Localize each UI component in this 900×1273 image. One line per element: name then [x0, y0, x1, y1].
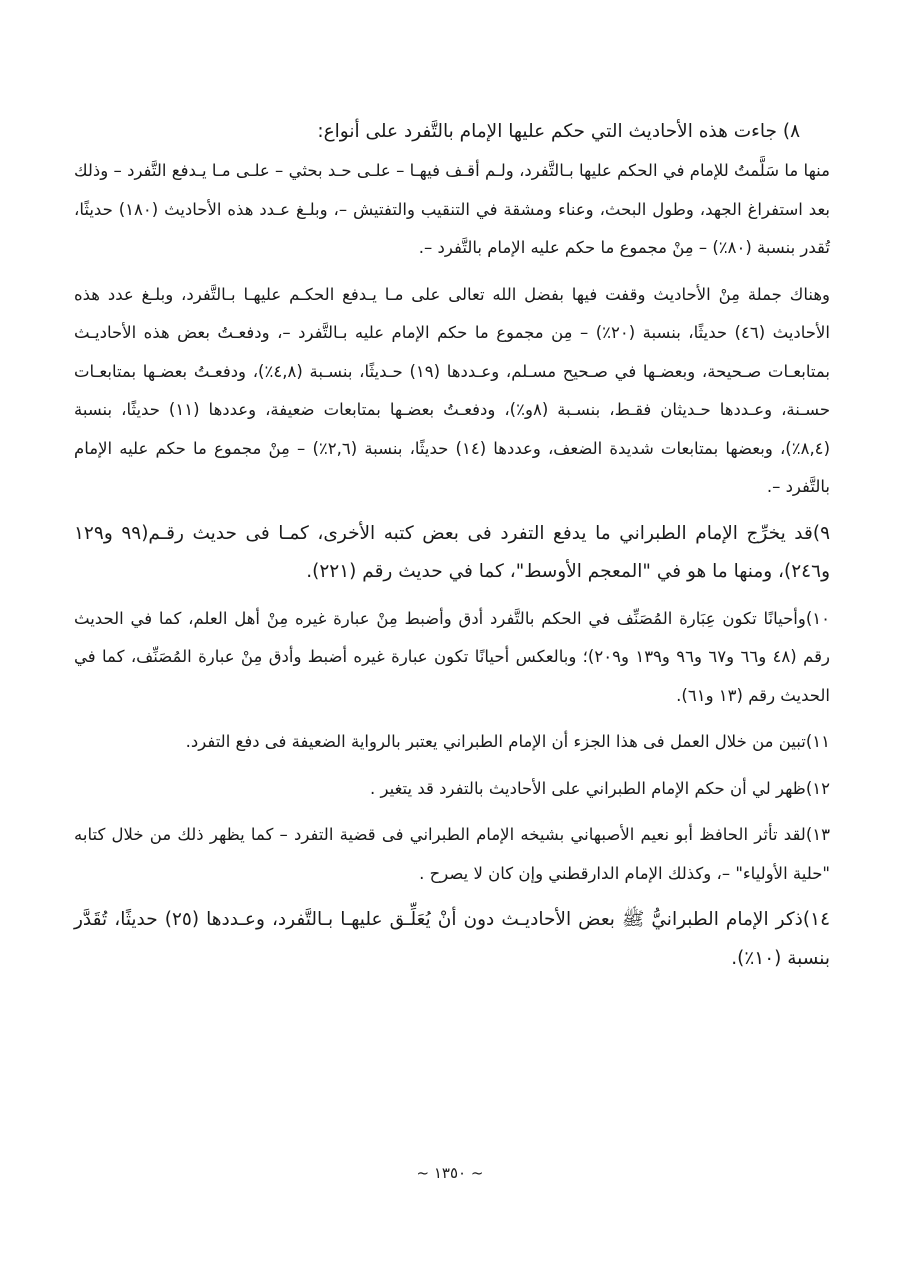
page-body	[74, 112, 830, 986]
section-heading: ٨) جاءت هذه الأحاديث التي حكم عليها الإمام بالتَّفرد على أنواع:	[317, 121, 800, 142]
paragraph-point-11: ١١)تبين من خلال العمل فى هذا الجزء أن الإمام الطبراني يعتبر بالرواية الضعيفة فى دفع التفرد.	[185, 732, 830, 751]
page-number: ~ ١٣٥٠ ~	[416, 1164, 484, 1182]
paragraph-point-12: ١٢)ظهر لي أن حكم الإمام الطبراني على الأحاديث بالتفرد قد يتغير .	[370, 778, 830, 798]
paragraph-point-13: ١٣)لقد تأثر الحافظ أبو نعيم الأصبهاني بشيخه الإمام الطبراني فى قضية التفرد – كما يظهر ذلك من خلال كتابه "حلية الأولياء" –، وكذلك الإمام الدارقطني وإن كان لا يصرح .	[74, 825, 830, 883]
paragraph-point-14: ١٤)ذكر الإمام الطبرانيُّ ﷺ بعض الأحاديـث دون أنْ يُعَلِّـق عليهـا بـالتَّفرد، وعـددها (٢٥) حديثًا، تُقَدَّر بنسبة (١٠٪).	[74, 909, 831, 969]
paragraph-refuted-tafarrud: وهناك جملة مِنْ الأحاديث وقفت فيها بفضل الله تعالى على مـا يـدفع الحكـم عليهـا بـالتَّفرد، وبلـغ عدد هذه الأحاديث (٤٦) حديثًا، بنسبة (٢٠٪) – مِن مجموع ما حكم الإمام عليه بـالتَّفرد –، ودفعـتُ بعض هذه الأحاديـث بمتابعـات صـحيحة، وبعضـها في صـحيح مسـلم، وعـددها (١٩) حـديثًا، بنسـبة (٤,٨٪)، ودفعـتُ بعضـها بمتابعـات حسـنة، وعـددها حـديثان فقـط، بنسـبة (٨و٪)، ودفعـتُ بعضـها بمتابعات ضعيفة، وعددها (١١) حديثًا، بنسبة (٨,٤٪)، وبعضها بمتابعات شديدة الضعف، وعددها (١٤) حديثًا، بنسبة (٢,٦٪) – مِنْ مجموع ما حكم عليه الإمام بالتَّفرد –.	[74, 284, 831, 496]
paragraph-point-10: ١٠)وأحيانًا تكون عِبَارة المُصَنِّف في الحكم بالتَّفرد أدق وأضبط مِنْ عبارة غيره مِنْ أهل العلم، كما في الحديث رقم (٤٨ و٦٦ و٦٧ و٩٦ و١٣٩ و٢٠٩)؛ وبالعكس أحيانًا تكون عبارة غيره أضبط وأدق مِنْ عبارة المُصَنِّف، كما في الحديث رقم (١٣ و٦١).	[74, 608, 830, 705]
paragraph-point-9: ٩)قد يخرِّج الإمام الطبراني ما يدفع التفرد فى بعض كتبه الأخرى، كمـا فى حديث رقـم(٩٩ و١٢٩ و٢٤٦)، ومنها ما هو في "المعجم الأوسط"، كما في حديث رقم (٢٢١).	[74, 522, 830, 582]
paragraph-accepted-tafarrud: منها ما سَلَّمتُ للإمام في الحكم عليها بـالتَّفرد، ولـم أقـف فيهـا – علـى حـد بحثي – علـى مـا يـدفع التَّفرد – وذلك بعد استفراغ الجهد، وطول البحث، وعناء ومشقة في التنقيب والتفتيش –، وبلـغ عـدد هذه الأحاديث (١٨٠) حديثًا، تُقدر بنسبة (٨٠٪) – مِنْ مجموع ما حكم عليه الإمام بالتَّفرد –.	[74, 161, 830, 257]
